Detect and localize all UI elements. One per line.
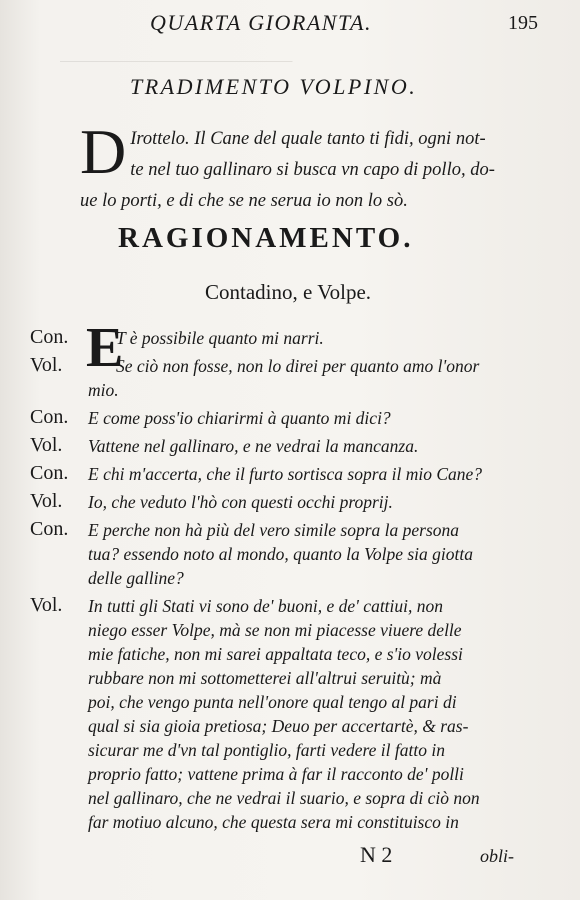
speech-lines (88, 406, 550, 430)
speech-lines (88, 462, 550, 486)
speech-line: niego esser Volpe, mà se non mi piacesse viuere delle (88, 620, 462, 640)
speaker-label: Con. (30, 518, 69, 540)
speech-line: Vattene nel gallinaro, e ne vedrai la mancanza. (88, 436, 419, 456)
running-title: QUARTA GIORANTA. (150, 10, 372, 35)
dialogue-turn (30, 518, 550, 590)
speech-line: E perche non hà più del vero simile sopra la persona (88, 520, 460, 540)
speech-lines (88, 434, 550, 458)
running-head (0, 8, 580, 40)
speaker-label: Vol. (30, 490, 63, 512)
speech-line: mio. (88, 380, 119, 400)
speaker-label: Con. (30, 462, 69, 484)
speaker-label: Vol. (30, 354, 63, 376)
speech-lines (88, 490, 550, 514)
dialogue-turn (30, 434, 550, 458)
speech-line: mie fatiche, non mi sarei appaltata teco, e s'io volessi (88, 644, 463, 664)
chapter-subheading: Contadino, e Volpe. (205, 280, 372, 304)
speech-line: sicurar me d'vn tal pontiglio, farti vedere il fatto in (88, 740, 445, 760)
speech-lines (88, 518, 550, 590)
speech-line: E come poss'io chiarirmi à quanto mi dici? (88, 408, 391, 428)
section-title: TRADIMENTO VOLPINO. (130, 74, 418, 99)
page-number: 195 (508, 12, 538, 34)
show-through-texture: _______________________________ (60, 44, 293, 62)
speech-lines (88, 354, 550, 378)
intro-line: ue lo porti, e di che se ne serua io non lo sò. (80, 191, 408, 211)
speech-line: tua? essendo noto al mondo, quanto la Volpe sia giotta (88, 544, 473, 564)
dialogue-turn (30, 406, 550, 430)
speech-line: E chi m'accerta, che il furto sortisca sopra il mio Cane? (88, 464, 483, 484)
speech-lines (88, 326, 550, 350)
speech-lines (88, 378, 550, 402)
speaker-label: Vol. (30, 434, 63, 456)
dialogue (30, 317, 550, 834)
speech-line: nel gallinaro, che ne vedrai il suario, e sopra di ciò non (88, 788, 480, 808)
dialogue-turn (30, 462, 550, 486)
speech-line: Se ciò non fosse, non lo direi per quanto amo l'onor (116, 356, 480, 376)
speech-line: In tutti gli Stati vi sono de' buoni, e de' cattiui, non (88, 596, 444, 616)
dialogue-turn (30, 594, 550, 834)
chapter-heading: RAGIONAMENTO. (118, 222, 414, 254)
speech-lines (88, 594, 550, 834)
speaker-label: Con. (30, 326, 69, 348)
intro-line: Irottelo. Il Cane del quale tanto ti fidi, ogni not- (130, 129, 486, 149)
intro-paragraph (80, 116, 550, 217)
speech-line: poi, che vengo punta nell'onore qual tengo al pari di (88, 692, 457, 712)
dialogue-turn (30, 354, 550, 402)
speech-line: delle galline? (88, 568, 184, 588)
speech-line: T è possibile quanto mi narri. (116, 328, 324, 348)
dialogue-turn (30, 490, 550, 514)
intro-line: te nel tuo gallinaro si busca vn capo di pollo, do- (130, 160, 495, 180)
speech-line: proprio fatto; vattene prima à far il racconto de' polli (88, 764, 464, 784)
signature-mark: N 2 (360, 842, 393, 867)
speaker-label: Vol. (30, 594, 63, 616)
speech-line: qual si sia gioia pretiosa; Deuo per accertartè, & ras- (88, 716, 469, 736)
speech-line: Io, che veduto l'hò con questi occhi proprij. (88, 492, 393, 512)
speech-line: rubbare non mi sottometterei all'altrui seruitù; mà (88, 668, 442, 688)
dialogue-drop-cap: E (86, 317, 124, 379)
catchword: obli- (480, 846, 514, 866)
speaker-label: Con. (30, 406, 69, 428)
speech-line: far motiuo alcuno, che questa sera mi constituisco in (88, 812, 459, 832)
intro-drop-cap: D (80, 116, 127, 187)
